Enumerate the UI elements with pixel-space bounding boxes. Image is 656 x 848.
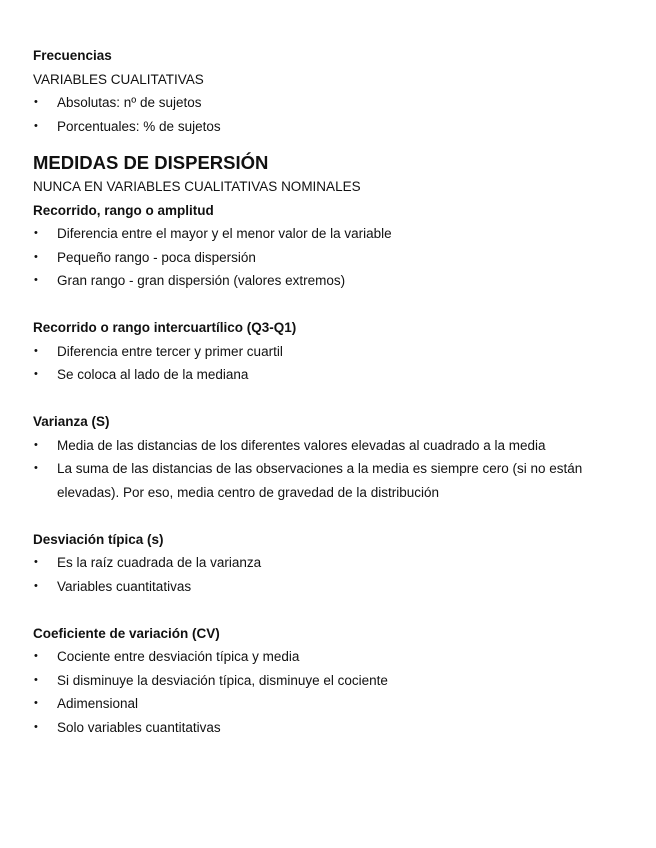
desviacion-list — [33, 551, 623, 598]
bullet-icon: • — [34, 344, 38, 357]
list-item: • Gran rango - gran dispersión (valores extremos) — [33, 269, 623, 293]
bullet-icon: • — [34, 697, 38, 709]
list-item: • Se coloca al lado de la mediana — [33, 363, 623, 387]
list-item: • Absolutas: nº de sujetos — [33, 91, 623, 115]
list-item: • Adimensional — [33, 692, 623, 716]
coeficiente-heading: Coeficiente de variación (CV) — [33, 625, 220, 641]
frecuencias-heading: Frecuencias — [33, 48, 112, 63]
list-item: • Si disminuye la desviación típica, disminuye el cociente — [33, 669, 623, 693]
list-item: • Diferencia entre el mayor y el menor valor de la variable — [33, 222, 623, 246]
bullet-icon: • — [34, 650, 38, 662]
list-item: • Solo variables cuantitativas — [33, 716, 623, 740]
coeficiente-list — [33, 645, 623, 739]
spacer — [33, 293, 623, 317]
bullet-icon: • — [34, 462, 38, 474]
bullet-icon: • — [34, 579, 38, 592]
document-page — [33, 44, 623, 739]
intercuartilico-heading: Recorrido o rango intercuartílico (Q3-Q1) — [33, 320, 297, 335]
spacer — [33, 504, 623, 528]
spacer — [33, 387, 623, 411]
list-item: • Cociente entre desviación típica y media — [33, 645, 623, 669]
recorrido-heading: Recorrido, rango o amplitud — [33, 202, 214, 218]
frecuencias-list — [33, 91, 623, 138]
frecuencias-subtitle: VARIABLES CUALITATIVAS — [33, 71, 204, 87]
intercuartilico-list — [33, 340, 623, 387]
spacer — [33, 598, 623, 622]
list-item: • Es la raíz cuadrada de la varianza — [33, 551, 623, 575]
desviacion-heading: Desviación típica (s) — [33, 531, 164, 547]
varianza-list — [33, 434, 623, 505]
bullet-icon: • — [34, 250, 38, 263]
bullet-icon: • — [34, 673, 38, 686]
section-title: MEDIDAS DE DISPERSIÓN — [33, 152, 269, 173]
varianza-heading: Varianza (S) — [33, 414, 110, 429]
bullet-icon: • — [34, 119, 38, 132]
bullet-icon: • — [34, 368, 38, 380]
list-item: • La suma de las distancias de las observaciones a la media es siempre cero (si no están elevadas). Por eso, media centro de gravedad de la distribución — [33, 457, 623, 504]
bullet-icon: • — [34, 438, 38, 451]
list-item: • Media de las distancias de los diferentes valores elevadas al cuadrado a la media — [33, 434, 623, 458]
section-note: NUNCA EN VARIABLES CUALITATIVAS NOMINALES — [33, 179, 361, 194]
bullet-icon: • — [34, 227, 38, 239]
list-item: • Diferencia entre tercer y primer cuartil — [33, 340, 623, 364]
list-item: • Pequeño rango - poca dispersión — [33, 246, 623, 270]
list-item: • Porcentuales: % de sujetos — [33, 115, 623, 139]
bullet-icon: • — [34, 274, 38, 286]
bullet-icon: • — [34, 556, 38, 568]
bullet-icon: • — [34, 720, 38, 733]
recorrido-list — [33, 222, 623, 293]
bullet-icon: • — [34, 96, 38, 108]
list-item: • Variables cuantitativas — [33, 575, 623, 599]
